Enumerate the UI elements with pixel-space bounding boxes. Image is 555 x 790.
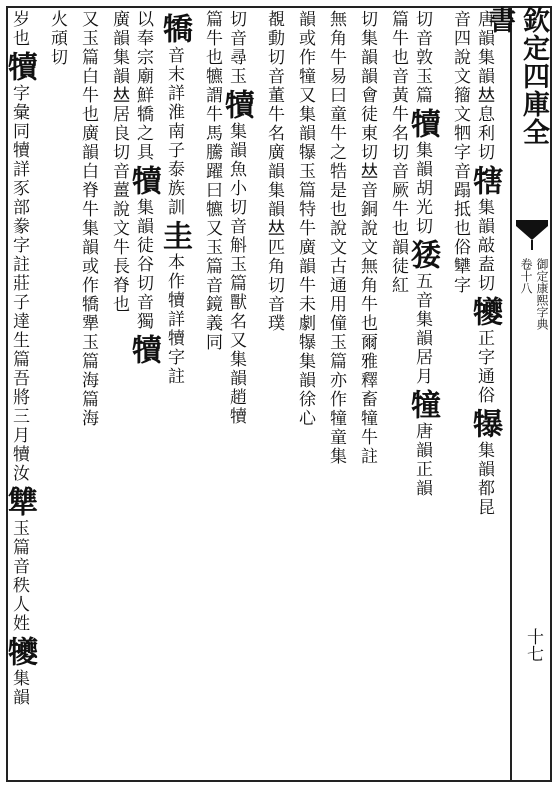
text-column xyxy=(289,10,320,778)
headword: 犢 xyxy=(2,51,37,81)
annotation-text: 又集韻 xyxy=(295,86,315,143)
text-column xyxy=(72,10,103,778)
annotation-text: 切音尋玉 xyxy=(226,10,246,86)
text-column xyxy=(258,10,289,778)
text-column xyxy=(126,10,165,778)
text-column xyxy=(444,10,475,778)
text-column xyxy=(219,10,258,778)
annotation-text: 犟 xyxy=(78,314,98,333)
annotation-text: 廣韻集韻𠀤居良切音薑說文牛長脊也 xyxy=(109,10,129,314)
annotation-text: 篇牛也 xyxy=(388,10,408,67)
annotation-text: 五音集韻居月 xyxy=(412,272,432,386)
annotation-text: 音黃牛名 xyxy=(388,67,408,143)
text-column xyxy=(196,10,227,778)
annotation-text: 岁也 xyxy=(9,10,29,48)
text-column xyxy=(320,10,351,778)
annotation-text: 集韻胡光切 xyxy=(412,141,432,236)
headword: 犢 xyxy=(126,334,161,364)
headword: 犦 xyxy=(467,408,502,438)
fish-tail-ornament-icon xyxy=(514,218,550,252)
annotation-text: 玉篇音秩人姓 xyxy=(9,519,29,633)
annotation-text: 覩動切音董牛名 xyxy=(264,10,284,143)
annotation-text: 音蹋抵也 xyxy=(450,162,470,238)
annotation-text: 犦 xyxy=(295,333,315,352)
annotation-text: 韻徒紅 xyxy=(388,238,408,295)
annotation-text: 集韻魚小切音斛玉篇獸名 xyxy=(226,122,246,331)
annotation-text: 廣韻集韻𠀤匹角切音璞 xyxy=(264,143,284,333)
headword: 犢 xyxy=(405,108,440,138)
annotation-text: 集韻徐心 xyxy=(295,352,315,428)
annotation-text: 又玉篇音鏡義同 xyxy=(202,219,222,352)
subtitle-line: 御定康熙字典 xyxy=(535,258,549,330)
annotation-text: 又集韻趙 xyxy=(226,331,246,407)
book-title: 欽定四庫全書 xyxy=(484,6,549,146)
text-column xyxy=(351,10,382,778)
headword: 犝 xyxy=(405,389,440,419)
annotation-text: 切集韻韻會徒東切𠀤音銅說文無角牛也爾雅釋畜犝牛註 xyxy=(357,10,377,466)
annotation-text: 集韻或作犞 xyxy=(78,219,98,314)
headword: 犪 xyxy=(467,296,502,326)
annotation-text: 本作犢詳犢字註 xyxy=(164,253,184,386)
annotation-text: 無角牛易曰童牛之牿是也說文古通用僮玉篇亦作犝童集 xyxy=(326,10,346,466)
annotation-text: 以奉宗廟鮮犞之具 xyxy=(133,10,153,162)
text-column xyxy=(467,10,506,778)
text-column xyxy=(103,10,134,778)
text-column xyxy=(157,10,196,778)
annotation-text: 集韻敲盍切 xyxy=(474,198,494,293)
volume-subtitle xyxy=(516,258,550,508)
headword: 犢 xyxy=(219,89,254,119)
annotation-text: 犥謂牛馬騰躍曰犥 xyxy=(202,67,222,219)
annotation-text: 韻或作犝 xyxy=(295,10,315,86)
annotation-text: 玉篇特牛廣韻牛未劇 xyxy=(295,162,315,333)
annotation-text: 唐韻集韻𠀤息利切 xyxy=(474,10,494,162)
annotation-text: 篇海 xyxy=(78,390,98,428)
headword: 犪 xyxy=(2,636,37,666)
annotation-text: 集韻徒谷切音獨 xyxy=(133,198,153,331)
annotation-text: 集韻 xyxy=(9,669,29,707)
headword: 犗 xyxy=(467,165,502,195)
annotation-text: 俗犫字 xyxy=(450,238,470,295)
headword: 犞 xyxy=(157,13,192,43)
page-number: 十七 xyxy=(523,628,543,662)
text-column xyxy=(41,10,72,778)
annotation-text: 音四說文籀文牭字 xyxy=(450,10,470,162)
annotation-text: 集韻都昆 xyxy=(474,441,494,517)
headword: 圭 xyxy=(157,220,192,250)
annotation-text: 犦 xyxy=(295,143,315,162)
annotation-text: 唐韻正韻 xyxy=(412,422,432,498)
text-column xyxy=(382,10,413,778)
annotation-text: 切音厥牛也 xyxy=(388,143,408,238)
subtitle-line: 卷十八 xyxy=(519,258,533,294)
annotation-text: 火頑切 xyxy=(47,10,67,67)
annotation-text: 又玉篇白牛也廣韻白脊牛 xyxy=(78,10,98,219)
annotation-text: 字彙同犢詳豕部豢字註莊子達生篇吾將三月犢汝 xyxy=(9,84,29,483)
annotation-text: 切音敦玉篇 xyxy=(412,10,432,105)
text-column xyxy=(2,10,41,778)
annotation-text: 音末詳淮南子泰族訓 xyxy=(164,46,184,217)
text-column xyxy=(405,10,444,778)
annotation-text: 正字通俗 xyxy=(474,329,494,405)
annotation-text: 犢 xyxy=(226,407,246,426)
headword: 犨 xyxy=(2,486,37,516)
annotation-text: 篇牛也 xyxy=(202,10,222,67)
headword: 犢 xyxy=(126,165,161,195)
headword: 㹻 xyxy=(405,239,440,269)
annotation-text: 玉篇海 xyxy=(78,333,98,390)
